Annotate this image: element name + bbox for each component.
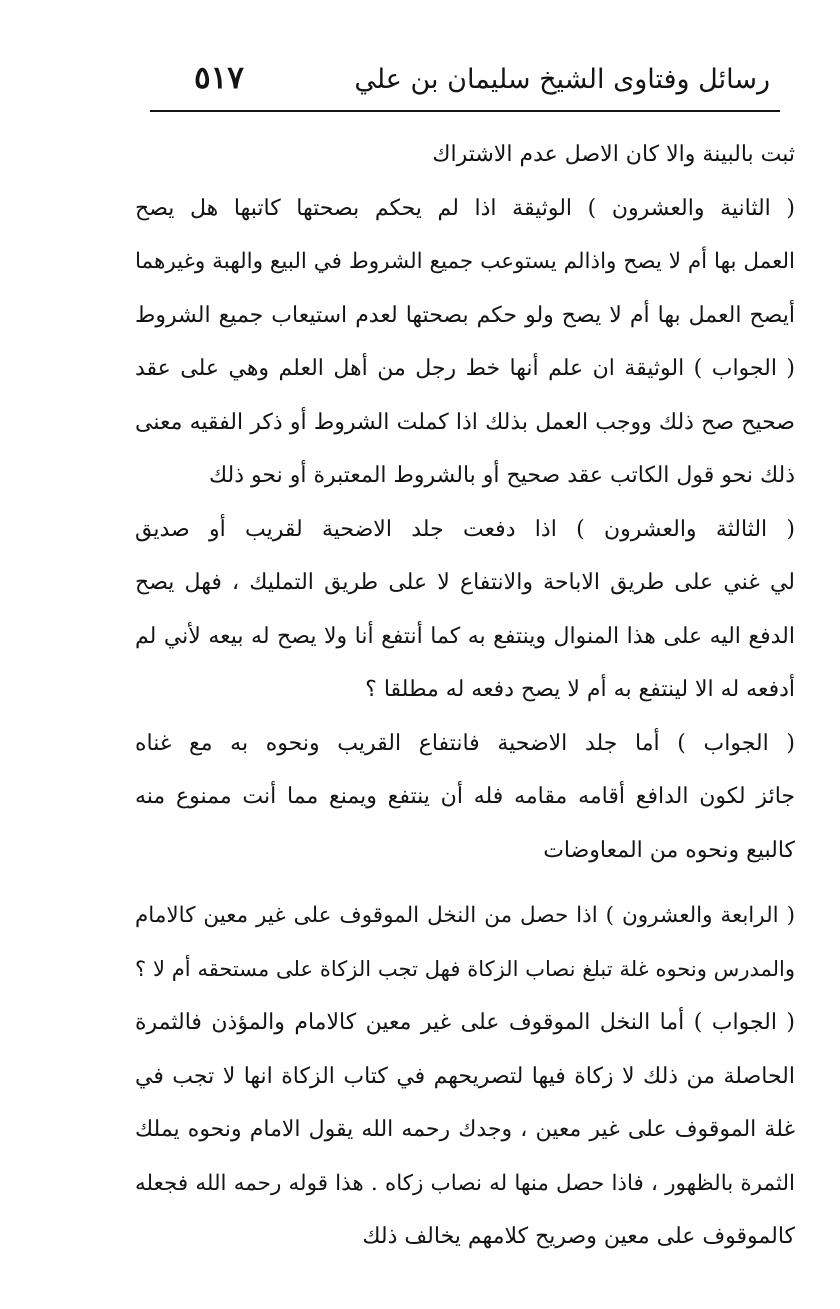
text-line: ( الثالثة والعشرون ) اذا دفعت جلد الاضحية لقريب أو صديق [135,516,795,542]
text-line: ثبت بالبينة والا كان الاصل عدم الاشتراك [432,142,795,167]
page-number: ٥١٧ [194,60,244,96]
text-line: ( الجواب ) أما جلد الاضحية فانتفاع القريب ونحوه به مع غناه [135,730,795,756]
text-line: الثمرة بالظهور ، فاذا حصل منها له نصاب زكاه . هذا قوله رحمه الله فجعله [135,1170,795,1196]
text-line: الدفع اليه على هذا المنوال وينتفع به كما أنتفع أنا ولا يصح له بيعه لأني لم [135,623,795,649]
text-line: والمدرس ونحوه غلة تبلغ نصاب الزكاة فهل تجب الزكاة على مستحقه أم لا ؟ [135,956,795,981]
text-line: جائز لكون الدافع أقامه مقامه فله أن ينتفع ويمنع مما أنت ممنوع منه [135,784,795,809]
page-header [150,58,780,110]
text-line: ذلك نحو قول الكاتب عقد صحيح أو بالشروط المعتبرة أو نحو ذلك [209,463,795,488]
text-line: أيصح العمل بها أم لا يصح ولو حكم بصحتها لعدم استيعاب جميع الشروط [135,302,795,328]
text-line: ( الرابعة والعشرون ) اذا حصل من النخل الموقوف على غير معين كالامام [135,903,795,928]
running-title: رسائل وفتاوى الشيخ سليمان بن علي [354,64,770,95]
text-line: غلة الموقوف على غير معين ، وجدك رحمه الله يقول الامام ونحوه يملك [135,1117,795,1142]
text-line: أدفعه له الا لينتفع به أم لا يصح دفعه له مطلقا ؟ [365,677,795,702]
text-line: كالموقوف على معين وصريح كلامهم يخالف ذلك [362,1224,795,1249]
text-line: ( الجواب ) الوثيقة ان علم أنها خط رجل من أهل العلم وهي على عقد [135,356,795,381]
body-text [135,128,795,1264]
text-line: الحاصلة من ذلك لا زكاة فيها لتصريحهم في كتاب الزكاة انها لا تجب في [135,1063,795,1089]
text-line: العمل بها أم لا يصح واذالم يستوعب جميع الشروط في البيع والهبة وغيرهما [135,249,795,274]
header-rule [150,110,780,112]
text-line: صحيح صح ذلك ووجب العمل بذلك اذا كملت الشروط أو ذكر الفقيه معنى [135,409,795,435]
text-line: ( الجواب ) أما النخل الموقوف على غير معين كالامام والمؤذن فالثمرة [135,1010,795,1035]
text-line: كالبيع ونحوه من المعاوضات [543,837,795,863]
text-line: لي غني على طريق الاباحة والانتفاع لا على طريق التمليك ، فهل يصح [135,570,795,595]
text-line: ( الثانية والعشرون ) الوثيقة اذا لم يحكم بصحتها كاتبها هل يصح [135,195,795,221]
